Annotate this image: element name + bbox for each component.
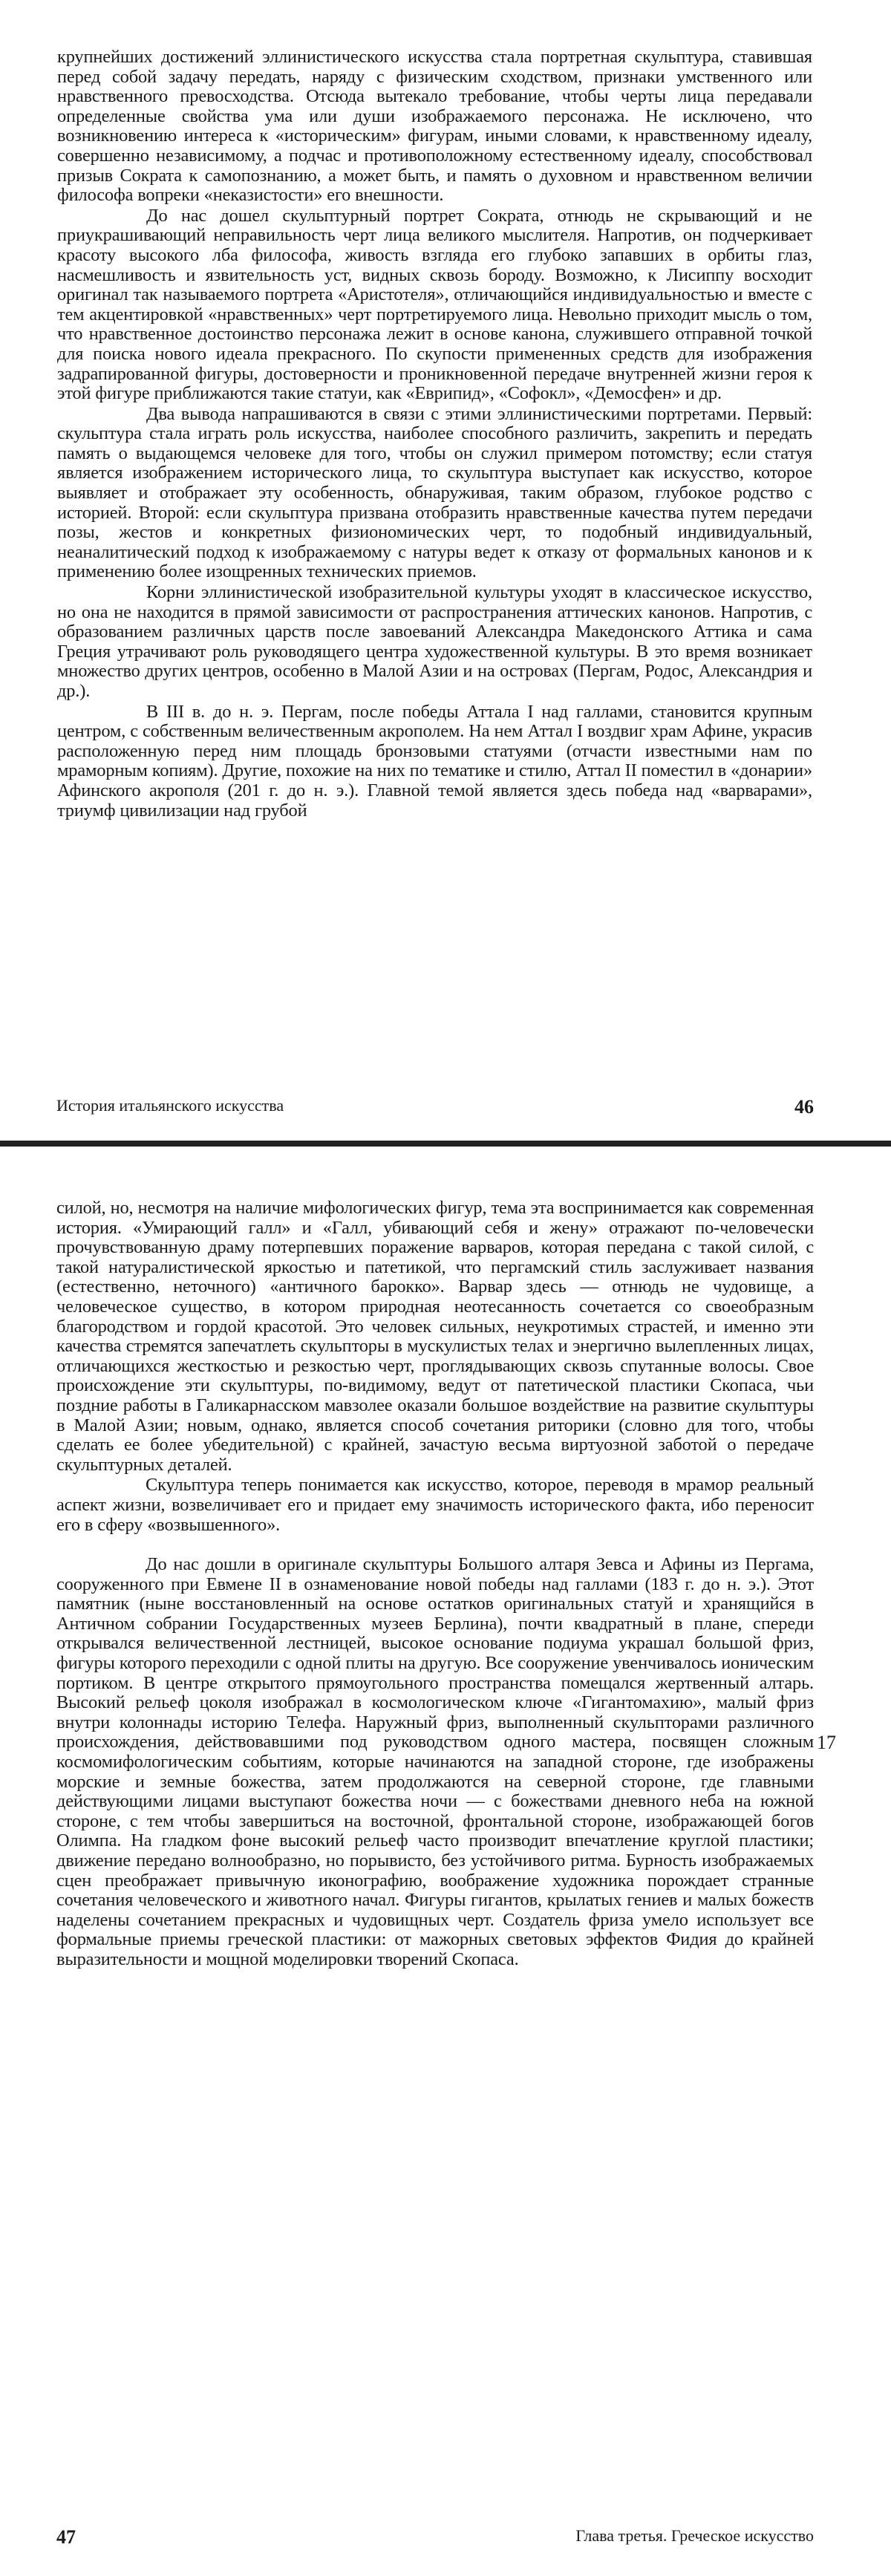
lower-page-body [56, 1199, 814, 1970]
paragraph: Два вывода напрашиваются в связи с этими эллинистическими портретами. Первый: скульптура стала играть роль искусства, наиболее способного различить, закрепить и передать память о выдающемся человеке для того, чтобы он служил примером потомству; если статуя является изображением исторического лица, то скульптура выступает как искусство, которое выявляет и отображает эту особенность, обнаруживая, таким образом, глубокое родство с историей. Второй: если скульптура призвана отобразить нравственные качества путем передачи позы, жестов и конкретных физиономических черт, то подобный индивидуальный, неаналитический подход к изображаемому с натуры ведет к отказу от формальных канонов и к применению более изощренных технических приемов. [57, 403, 812, 582]
paragraph: В III в. до н. э. Пергам, после победы Аттала I над галлами, становится крупным центром, с собственным величественным акрополем. На нем Аттал I воздвиг храм Афине, украсив расположенную перед ним площадь бронзовыми статуями (отчасти известными нам по мраморным копиям). Другие, похожие на них по тематике и стилю, Аттал II поместил в «донарии» Афинского акрополя (201 г. до н. э.). Главной темой является здесь победа над «варварами», триумф цивилизации над грубой [57, 701, 812, 821]
paragraph: Скульптура теперь понимается как искусство, которое, переводя в мрамор реальный аспект жизни, возвеличивает его и придает ему значимость исторического факта, ибо переносит его в сферу «возвышенного». [56, 1475, 814, 1535]
paragraph: Корни эллинистической изобразительной культуры уходят в классическое искусство, но она не находится в прямой зависимости от распространения аттических канонов. Напротив, с образованием различных царств после завоеваний Александра Македонского Аттика и сама Греция утрачивают роль руководящего центра художественной культуры. В это время возникает множество других центров, особенно в Малой Азии и на островах (Пергам, Родос, Александрия и др.). [57, 582, 812, 701]
running-footer-title: Глава третья. Греческое искусство [575, 2526, 814, 2545]
upper-page [0, 0, 891, 1141]
paragraph: силой, но, несмотря на наличие мифологических фигур, тема эта воспринимается как современная история. «Умирающий галл» и «Галл, убивающий себя и жену» отражают по-человечески прочувствованную драму потерпевших поражение варваров, которая передана с такой силой, с такой натуралистической яркостью и патетикой, что пергамский стиль заслуживает названия (естественно, неточного) «античного барокко». Варвар здесь — отнюдь не чудовище, а человеческое существо, в котором природная неотесанность сочетается со своеобразным благородством и гордой красотой. Это человек сильных, неукротимых страстей, и именно эти качества стремятся запечатлеть скульпторы в мускулистых телах и энергично вылепленных лицах, отличающихся жесткостью и резкостью черт, проглядывающих сквозь спутанные волосы. Свое происхождение эти скульптуры, по-видимому, ведут от патетической пластики Скопаса, чьи поздние работы в Галикарнасском мавзолее оказали большое воздействие на развитие скульптуры в Малой Азии; новым, однако, является способ сочетания риторики (словно для того, чтобы сделать ее более убедительной) с крайней, зачастую весьма виртуозной заботой о передаче скульптурных деталей. [56, 1198, 814, 1475]
page-number: 47 [56, 2526, 76, 2548]
upper-page-body [57, 48, 812, 821]
paragraph: крупнейших достижений эллинистического искусства стала портретная скульптура, ставившая перед собой задачу передать, наряду с физическим сходством, признаки умственного или нравственного превосходства. Отсюда вытекало требование, чтобы черты лица передавали определенные свойства ума или души изображаемого персонажа. Не исключено, что возникновению интереса к «историческим» фигурам, иными словами, к нравственному идеалу, совершенно независимому, а подчас и противоположному естественному идеалу, способствовал призыв Сократа к самопознанию, а может быть, и память о духовном и нравственном величии философа вопреки «неказистости» его внешности. [57, 47, 812, 206]
lower-page [0, 1147, 891, 2576]
running-footer-title: История итальянского искусства [56, 1096, 284, 1115]
page-number: 46 [794, 1096, 814, 1118]
paragraph: До нас дошли в оригинале скульптуры Большого алтаря Зевса и Афины из Пергама, сооруженного при Евмене II в ознаменование новой победы над галлами (183 г. до н. э.). Этот памятник (ныне восстановленный на основе остатков оригинальных статуй и хранящийся в Античном собрании Государственных музеев Берлина), почти квадратный в плане, спереди открывался величественной лестницей, высокое основание подиума украшал большой фриз, фигуры которого переходили с одной плиты на другую. Все сооружение увенчивалось ионическим портиком. В центре открытого прямоугольного пространства помещался жертвенный алтарь. Высокий рельеф цоколя изображал в космологическом ключе «Гигантомахию», малый фриз внутри колоннады историю Телефа. Наружный фриз, выполненный скульпторами различного происхождения, действовавшими под руководством одного мастера, посвящен сложным космомифологическим событиям, которые начинаются на западной стороне, где изображены морские и земные божества, затем продолжаются на северной стороне, где главными действующими лицами выступают божества ночи — с божествами дневного неба на южной стороне, с тем чтобы завершиться на восточной, фронтальной стороне, изображающей богов Олимпа. На гладком фоне высокий рельеф часто производит впечатление круглой пластики; движение передано волнообразно, но порывисто, без устойчивого ритма. Бурность изображаемых сцен преображает привычную иконографию, воображение художника порождает странные сочетания человеческого и животного начал. Фигуры гигантов, крылатых гениев и малых божеств наделены сочетанием прекрасных и чудовищных черт. Создатель фриза умело использует все формальные приемы греческой пластики: от мажорных световых эффектов Фидия до крайней выразительности и мощной моделировки творений Скопаса. [56, 1554, 814, 1969]
paragraph: До нас дошел скульптурный портрет Сократа, отнюдь не скрывающий и не приукрашивающий неправильность черт лица великого мыслителя. Напротив, он подчеркивает красоту высокого лба философа, живость взгляда его глубоко запавших в орбиты глаз, насмешливость и язвительность уст, видных сквозь бороду. Возможно, к Лисиппу восходит оригинал так называемого портрета «Аристотеля», отличающийся индивидуальностью и вместе с тем акцентировкой «нравственных» черт портретируемого лица. Невольно приходит мысль о том, что нравственное достоинство персонажа лежит в основе канона, служившего отправной точкой для поиска нового идеала прекрасного. По скупости примененных средств для изображения задрапированной фигуры, достоверности и проникновенной передаче внутренней жизни героя к этой фигуре приближаются такие статуи, как «Еврипид», «Софокл», «Демосфен» и др. [57, 205, 812, 404]
margin-figure-reference: 17 [817, 1732, 836, 1753]
page-divider [0, 1141, 891, 1147]
